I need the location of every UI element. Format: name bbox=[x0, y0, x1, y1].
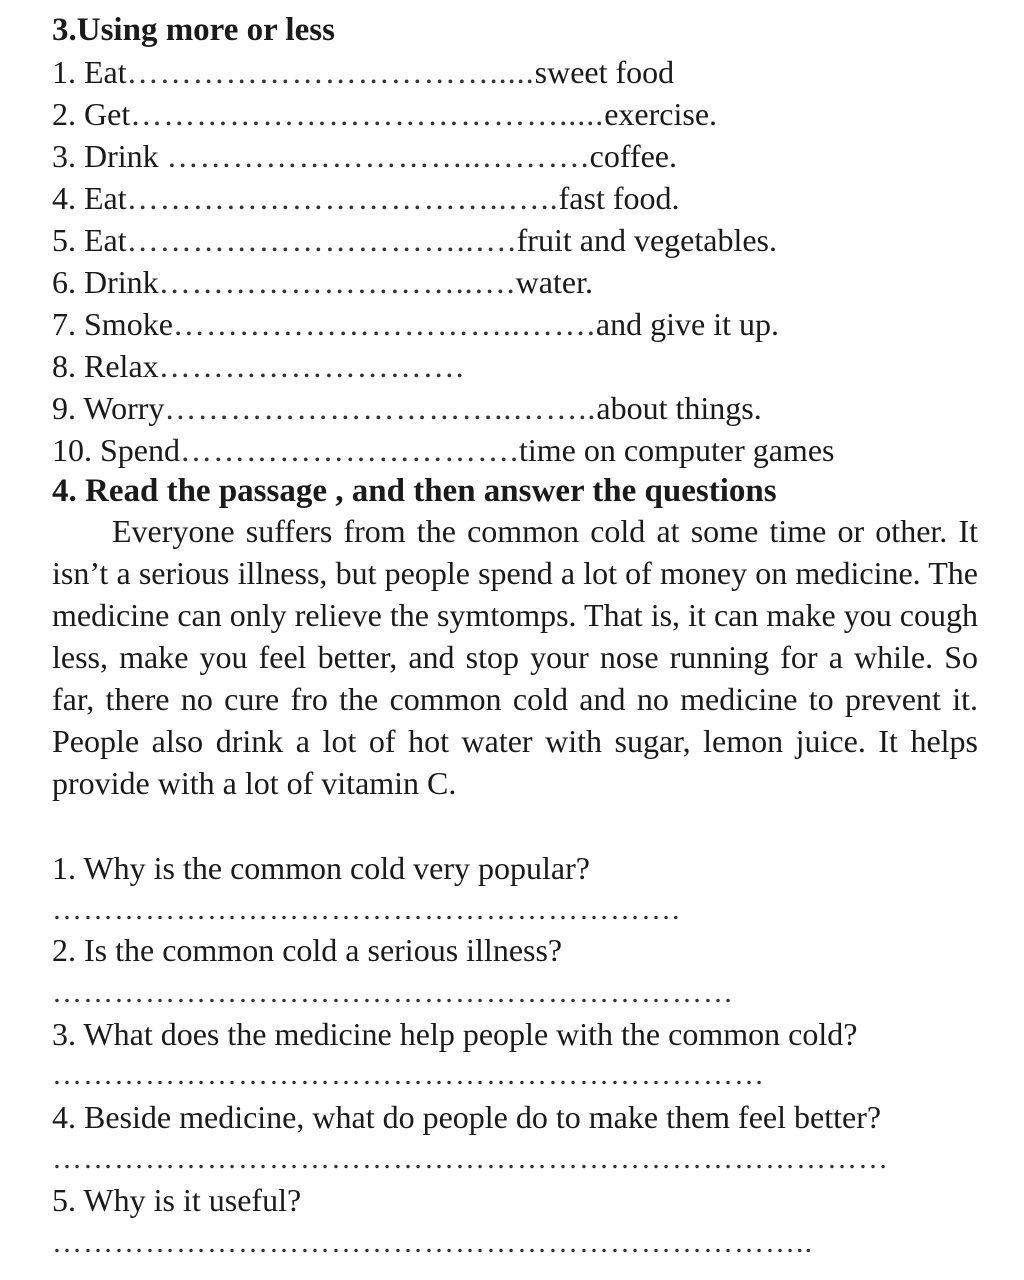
blank-dots[interactable]: ………………………..…. bbox=[158, 264, 516, 300]
exercise-item-1 bbox=[52, 52, 674, 92]
answer-line-2[interactable]: ………………………………………………………… bbox=[52, 978, 734, 1008]
item-suffix: time on computer games bbox=[519, 432, 835, 468]
item-suffix: sweet food bbox=[534, 54, 675, 90]
item-suffix: coffee. bbox=[589, 138, 677, 174]
item-prefix: 8. Relax bbox=[52, 348, 159, 384]
blank-dots[interactable]: …………………………..…. bbox=[126, 222, 517, 258]
blank-dots[interactable]: …………………………..……. bbox=[172, 306, 596, 342]
section-3-heading: 3.Using more or less bbox=[52, 12, 335, 48]
item-prefix: 1. Eat bbox=[52, 54, 127, 90]
item-prefix: 2. Get bbox=[52, 96, 131, 132]
answer-line-5[interactable]: ……………………………………………………………….. bbox=[52, 1228, 813, 1258]
item-suffix: about things. bbox=[596, 390, 762, 426]
exercise-item-7 bbox=[52, 304, 779, 344]
blank-dots[interactable]: ………………………. bbox=[158, 348, 465, 384]
blank-dots[interactable]: …………………………. bbox=[180, 432, 519, 468]
item-prefix: 6. Drink bbox=[52, 264, 159, 300]
item-suffix: exercise. bbox=[604, 96, 718, 132]
item-prefix: 9. Worry bbox=[52, 390, 165, 426]
question-4: 4. Beside medicine, what do people do to make them feel better? bbox=[52, 1099, 882, 1135]
question-2: 2. Is the common cold a serious illness? bbox=[52, 932, 563, 968]
item-prefix: 3. Drink bbox=[52, 138, 167, 174]
exercise-item-10 bbox=[52, 430, 834, 470]
blank-dots[interactable]: …………………………………..... bbox=[130, 96, 605, 132]
blank-dots[interactable]: …………………………..…….. bbox=[164, 390, 597, 426]
exercise-item-9 bbox=[52, 388, 762, 428]
question-5: 5. Why is it useful? bbox=[52, 1182, 302, 1218]
exercise-item-5 bbox=[52, 220, 777, 260]
question-1: 1. Why is the common cold very popular? bbox=[52, 850, 590, 886]
item-suffix: fast food. bbox=[558, 180, 680, 216]
answer-line-4[interactable]: ……………………………………………………………………… bbox=[52, 1144, 889, 1174]
exercise-item-4 bbox=[52, 178, 680, 218]
item-suffix: fruit and vegetables. bbox=[516, 222, 777, 258]
item-prefix: 5. Eat bbox=[52, 222, 127, 258]
item-suffix: water. bbox=[515, 264, 593, 300]
exercise-item-8 bbox=[52, 346, 465, 386]
answer-line-3[interactable]: …………………………………………………………… bbox=[52, 1060, 765, 1090]
item-prefix: 10. Spend bbox=[52, 432, 180, 468]
exercise-item-2 bbox=[52, 94, 717, 134]
reading-passage: Everyone suffers from the common cold at some time or other. It isn’t a serious illness, but people spend a lot of money on medicine. The medicine can only relieve the symtomps. That is, it can make you cough less, make you feel better, and stop your nose running for a while. So far, there no cure fro the common cold and no medicine to prevent it. People also drink a lot of hot water with sugar, lemon juice. It helps provide with a lot of vitamin C. bbox=[52, 513, 978, 801]
item-suffix: and give it up. bbox=[595, 306, 779, 342]
item-prefix: 7. Smoke bbox=[52, 306, 173, 342]
blank-dots[interactable]: ……………………………..... bbox=[126, 54, 535, 90]
item-prefix: 4. Eat bbox=[52, 180, 127, 216]
question-3: 3. What does the medicine help people with the common cold? bbox=[52, 1016, 858, 1052]
section-4-heading: 4. Read the passage , and then answer the questions bbox=[52, 473, 777, 509]
exercise-item-3 bbox=[52, 136, 677, 176]
answer-line-1[interactable]: ……………………………………………………. bbox=[52, 895, 681, 925]
blank-dots[interactable]: ………………………..………. bbox=[166, 138, 590, 174]
blank-dots[interactable]: ……………………………..….. bbox=[126, 180, 559, 216]
exercise-item-6 bbox=[52, 262, 593, 302]
